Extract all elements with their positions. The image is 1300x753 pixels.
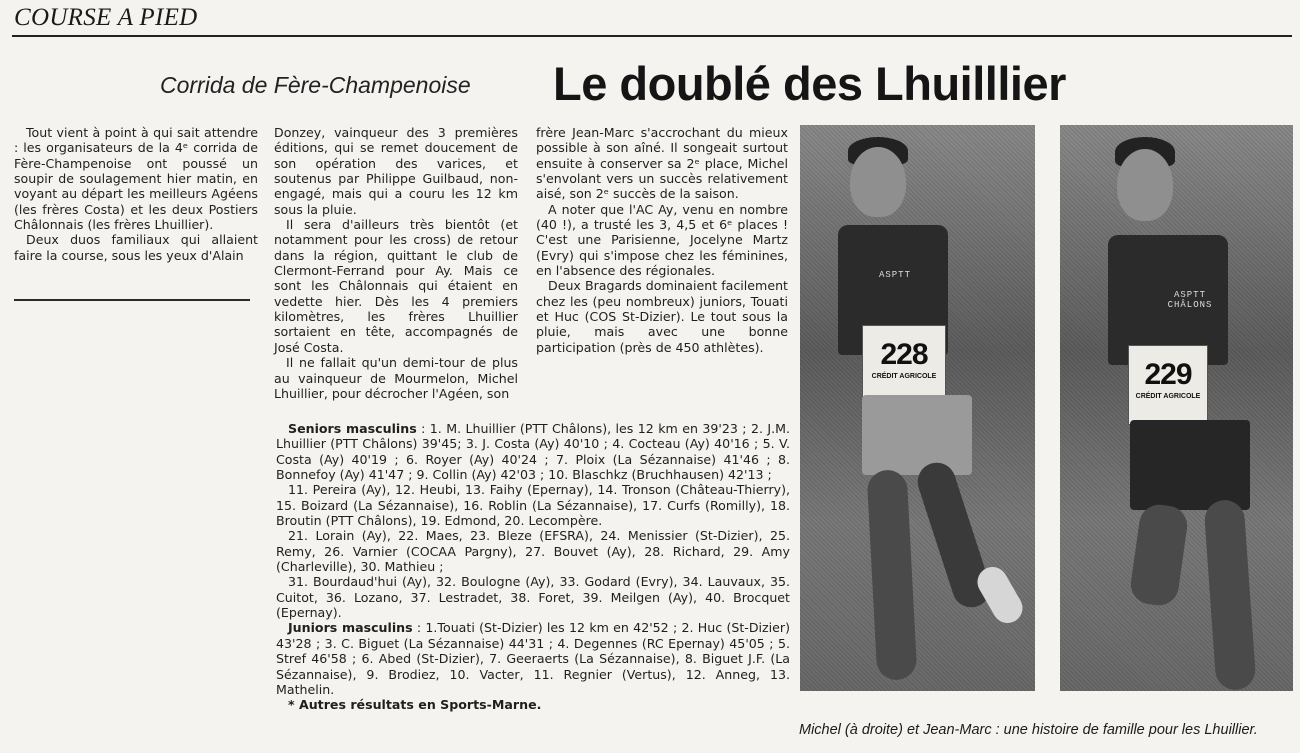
- bib-number: 229: [1144, 358, 1192, 391]
- paragraph: A noter que l'AC Ay, venu en nombre (40 !), a trusté les 3, 4,5 et 6ᵉ places ! C'est une Parisienne, Jocelyne Martz (Evry) qui s'impose chez les féminines, en l'absence des régionales.: [536, 201, 788, 279]
- photo-runner-229: [1060, 125, 1293, 691]
- article-headline: Le doublé des Lhuilllier: [553, 57, 1066, 110]
- seniors-label: Seniors masculins: [288, 421, 417, 436]
- vest-label: ASPTT: [878, 270, 911, 280]
- photo-runner-228: [800, 125, 1035, 691]
- seniors-results-21-30: 21. Lorain (Ay), 22. Maes, 23. Bleze (EFSRA), 24. Menissier (St-Dizier), 25. Remy, 26. Varnier (COCAA Pargny), 27. Bouvet (Ay), 28. Richard, 29. Amy (Charleville), 30. Mathieu ;: [276, 528, 790, 575]
- bib-sponsor: CRÉDIT AGRICOLE: [1135, 393, 1201, 400]
- article-kicker: Corrida de Fère-Champenoise: [160, 72, 471, 98]
- vest-label: ASPTT CHÂLONS: [1167, 290, 1213, 310]
- seniors-results-11-20: 11. Pereira (Ay), 12. Heubi, 13. Faihy (Epernay), 14. Tronson (Château-Thierry), 15. Boizard (La Sézannaise), 16. Roblin (La Sézannaise), 17. Curfs (Romilly), 18. Broutin (PTT Châlons), 19. Edmond, 20. Lecompère.: [276, 482, 790, 529]
- paragraph: Deux duos familiaux qui allaient faire la course, sous les yeux d'Alain: [14, 232, 258, 263]
- section-title: COURSE A PIED: [14, 4, 198, 31]
- seniors-list: : 1. M. Lhuillier (PTT Châlons), les 12 km en 39'23 ; 2. J.M. Lhuillier (PTT Châlons) 39'45; 3. J. Costa (Ay) 40'10 ; 4. Cocteau (Ay) 40'16 ; 5. V. Costa (Ay) 40'19 ; 6. Royer (Ay) 40'24 ; 7. Ploix (La Sézannaise) 41'46 ; 8. Bonnefoy (Ay) 41'47 ; 9. Collin (Ay) 42'03 ; 10. Blaschkz (Bruchhausen) 42'13 ;: [276, 421, 790, 483]
- photo-caption: Michel (à droite) et Jean-Marc : une histoire de famille pour les Lhuillier.: [799, 722, 1258, 738]
- paragraph: Il ne fallait qu'un demi-tour de plus au vainqueur de Mourmelon, Michel Lhuillier, pour décrocher l'Agéen, son: [274, 355, 518, 401]
- column-end-rule: [14, 299, 250, 301]
- race-bib: [1128, 345, 1208, 425]
- paragraph: frère Jean-Marc s'accrochant du mieux possible à son aîné. Il songeait surtout ensuite à conserver sa 2ᵉ place, Michel s'envolant vers un succès relativement aisé, son 2ᵉ succès de la saison.: [536, 125, 788, 202]
- results-block: [276, 421, 790, 713]
- paragraph: Il sera d'ailleurs très bientôt (et notamment pour les cross) de retour dans la région, quittant le club de Clermont-Ferrand pour Ay. Mais ce sont les Châlonnais qui étaient en vedette hier. Dès les 4 premiers kilomètres, les frères Lhuillier sortaient en tête, accompagnés de José Costa.: [274, 217, 518, 355]
- juniors-label: Juniors masculins: [288, 620, 413, 636]
- article-column-2: [274, 125, 518, 401]
- bib-sponsor: CRÉDIT AGRICOLE: [871, 373, 937, 380]
- seniors-results-31-40: 31. Bourdaud'hui (Ay), 32. Boulogne (Ay), 33. Godard (Evry), 34. Lauvaux, 35. Cuitot, 36. Lozano, 37. Lestradet, 38. Foret, 39. Meilgen (Ay), 40. Brocquet (Epernay).: [276, 574, 790, 621]
- seniors-results: [276, 421, 790, 482]
- juniors-results: [276, 620, 790, 697]
- article-column-3: [536, 125, 788, 355]
- race-bib: [862, 325, 946, 405]
- results-footnote: * Autres résultats en Sports-Marne.: [288, 697, 542, 713]
- juniors-list: : 1.Touati (St-Dizier) les 12 km en 42'52 ; 2. Huc (St-Dizier) 43'28 ; 3. C. Biguet (La Sézannaise) 44'31 ; 4. Degennes (RC Epernay) 45'05 ; 5. Stref 46'58 ; 6. Abed (St-Dizier), 7. Geeraerts (La Sézannaise), 8. Biguet J.F. (La Sézannaise), 9. Brodiez, 10. Vacter, 11. Regnier (Vertus), 12. Anneg, 13. Mathelin.: [276, 620, 790, 697]
- paragraph: Deux Bragards dominaient facilement chez les (peu nombreux) juniors, Touati et Huc (COS St-Dizier). Le tout sous la pluie, mais avec une bonne participation (près de 450 athlètes).: [536, 278, 788, 355]
- section-rule: [12, 35, 1292, 37]
- paragraph: Tout vient à point à qui sait attendre : les organisateurs de la 4ᵉ corrida de Fère-Champenoise ont poussé un soupir de soulagement hier matin, en voyant au départ les meilleurs Agéens (les frères Costa) et les deux Postiers Châlonnais (les frères Lhuillier).: [14, 125, 258, 233]
- bib-number: 228: [880, 338, 928, 371]
- paragraph: Donzey, vainqueur des 3 premières éditions, qui se remet doucement de son opération des varices, et soutenus par Philippe Guilbaud, non-engagé, mais qui a couru les 12 km sous la pluie.: [274, 125, 518, 217]
- article-column-1: [14, 125, 258, 263]
